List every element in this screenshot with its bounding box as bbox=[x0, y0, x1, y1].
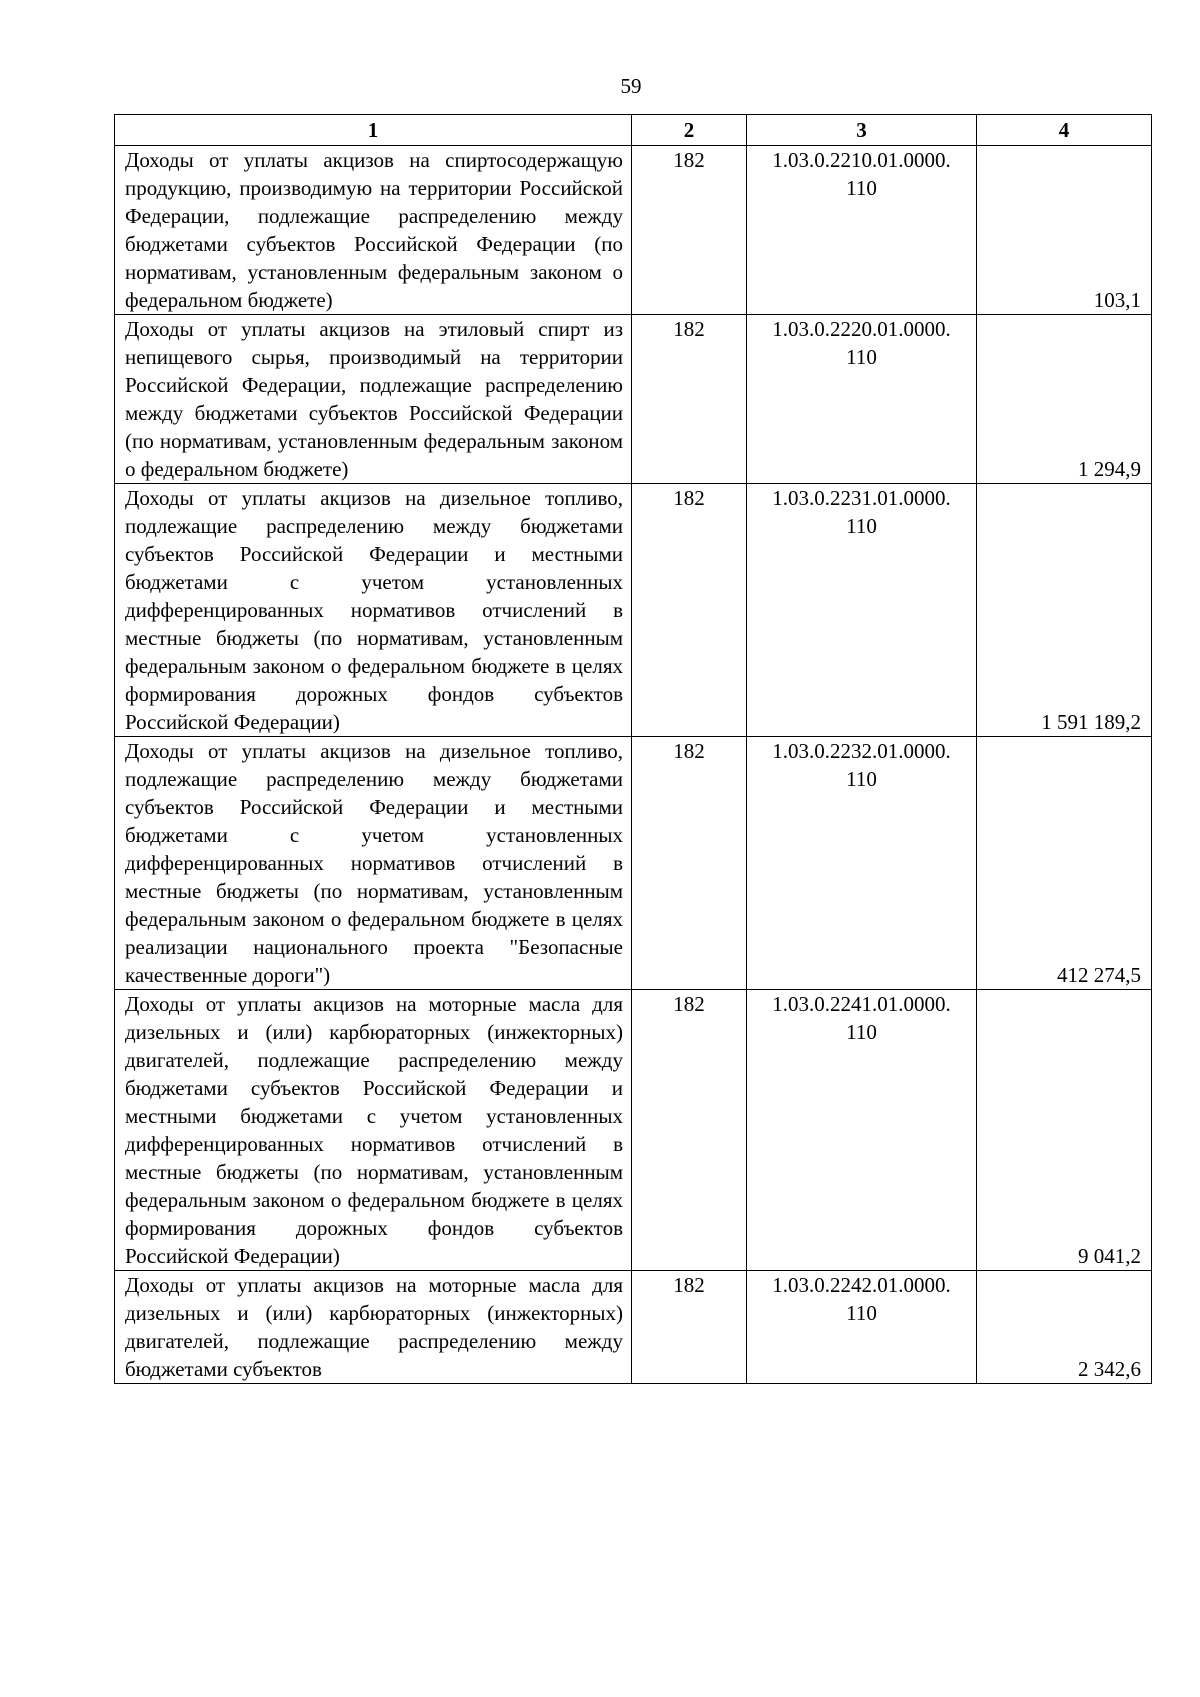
code-line-2: 110 bbox=[846, 176, 877, 200]
row-admin-code: 182 bbox=[632, 737, 747, 990]
row-amount: 9 041,2 bbox=[977, 990, 1152, 1271]
row-description: Доходы от уплаты акцизов на этиловый спирт из непищевого сырья, производимый на территории Российской Федерации, подлежащие распределению между бюджетами субъектов Российской Федерации (по нормативам, установленным федеральным законом о федеральном бюджете) bbox=[115, 315, 632, 484]
row-revenue-code bbox=[747, 484, 977, 737]
page-number: 59 bbox=[620, 74, 642, 98]
table-row bbox=[115, 990, 1152, 1271]
row-revenue-code bbox=[747, 1271, 977, 1384]
row-admin-code: 182 bbox=[632, 990, 747, 1271]
table-row bbox=[115, 315, 1152, 484]
row-amount: 1 294,9 bbox=[977, 315, 1152, 484]
row-admin-code: 182 bbox=[632, 484, 747, 737]
revenue-table bbox=[114, 114, 1152, 1384]
row-admin-code: 182 bbox=[632, 1271, 747, 1384]
table-header-row bbox=[115, 115, 1152, 146]
table-row bbox=[115, 737, 1152, 990]
table-row bbox=[115, 484, 1152, 737]
table-row bbox=[115, 146, 1152, 315]
row-description: Доходы от уплаты акцизов на дизельное топливо, подлежащие распределению между бюджетами субъектов Российской Федерации и местными бюджетами с учетом установленных дифференцированных нормативов отчислений в местные бюджеты (по нормативам, установленным федеральным законом о федеральном бюджете в целях формирования дорожных фондов субъектов Российской Федерации) bbox=[115, 484, 632, 737]
row-amount: 2 342,6 bbox=[977, 1271, 1152, 1384]
row-description: Доходы от уплаты акцизов на моторные масла для дизельных и (или) карбюраторных (инжекторных) двигателей, подлежащие распределению между бюджетами субъектов Российской Федерации и местными бюджетами с учетом установленных дифференцированных нормативов отчислений в местные бюджеты (по нормативам, установленным федеральным законом о федеральном бюджете в целях формирования дорожных фондов субъектов Российской Федерации) bbox=[115, 990, 632, 1271]
code-line-2: 110 bbox=[846, 767, 877, 791]
row-amount: 1 591 189,2 bbox=[977, 484, 1152, 737]
code-line-1: 1.03.0.2210.01.0000. bbox=[772, 148, 951, 172]
header-col-2: 2 bbox=[632, 115, 747, 146]
row-revenue-code bbox=[747, 737, 977, 990]
row-description: Доходы от уплаты акцизов на дизельное топливо, подлежащие распределению между бюджетами субъектов Российской Федерации и местными бюджетами с учетом установленных дифференцированных нормативов отчислений в местные бюджеты (по нормативам, установленным федеральным законом о федеральном бюджете в целях реализации национального проекта "Безопасные качественные дороги") bbox=[115, 737, 632, 990]
code-line-1: 1.03.0.2232.01.0000. bbox=[772, 739, 951, 763]
code-line-1: 1.03.0.2231.01.0000. bbox=[772, 486, 951, 510]
table-row bbox=[115, 1271, 1152, 1384]
code-line-2: 110 bbox=[846, 1020, 877, 1044]
code-line-1: 1.03.0.2220.01.0000. bbox=[772, 317, 951, 341]
code-line-2: 110 bbox=[846, 345, 877, 369]
row-description: Доходы от уплаты акцизов на моторные масла для дизельных и (или) карбюраторных (инжекторных) двигателей, подлежащие распределению между бюджетами субъектов bbox=[115, 1271, 632, 1384]
code-line-1: 1.03.0.2241.01.0000. bbox=[772, 992, 951, 1016]
row-admin-code: 182 bbox=[632, 146, 747, 315]
row-amount: 412 274,5 bbox=[977, 737, 1152, 990]
row-revenue-code bbox=[747, 146, 977, 315]
code-line-2: 110 bbox=[846, 514, 877, 538]
row-description: Доходы от уплаты акцизов на спиртосодержащую продукцию, производимую на территории Российской Федерации, подлежащие распределению между бюджетами субъектов Российской Федерации (по нормативам, установленным федеральным законом о федеральном бюджете) bbox=[115, 146, 632, 315]
code-line-1: 1.03.0.2242.01.0000. bbox=[772, 1273, 951, 1297]
header-col-4: 4 bbox=[977, 115, 1152, 146]
row-admin-code: 182 bbox=[632, 315, 747, 484]
code-line-2: 110 bbox=[846, 1301, 877, 1325]
header-col-1: 1 bbox=[115, 115, 632, 146]
row-revenue-code bbox=[747, 990, 977, 1271]
row-amount: 103,1 bbox=[977, 146, 1152, 315]
row-revenue-code bbox=[747, 315, 977, 484]
header-col-3: 3 bbox=[747, 115, 977, 146]
